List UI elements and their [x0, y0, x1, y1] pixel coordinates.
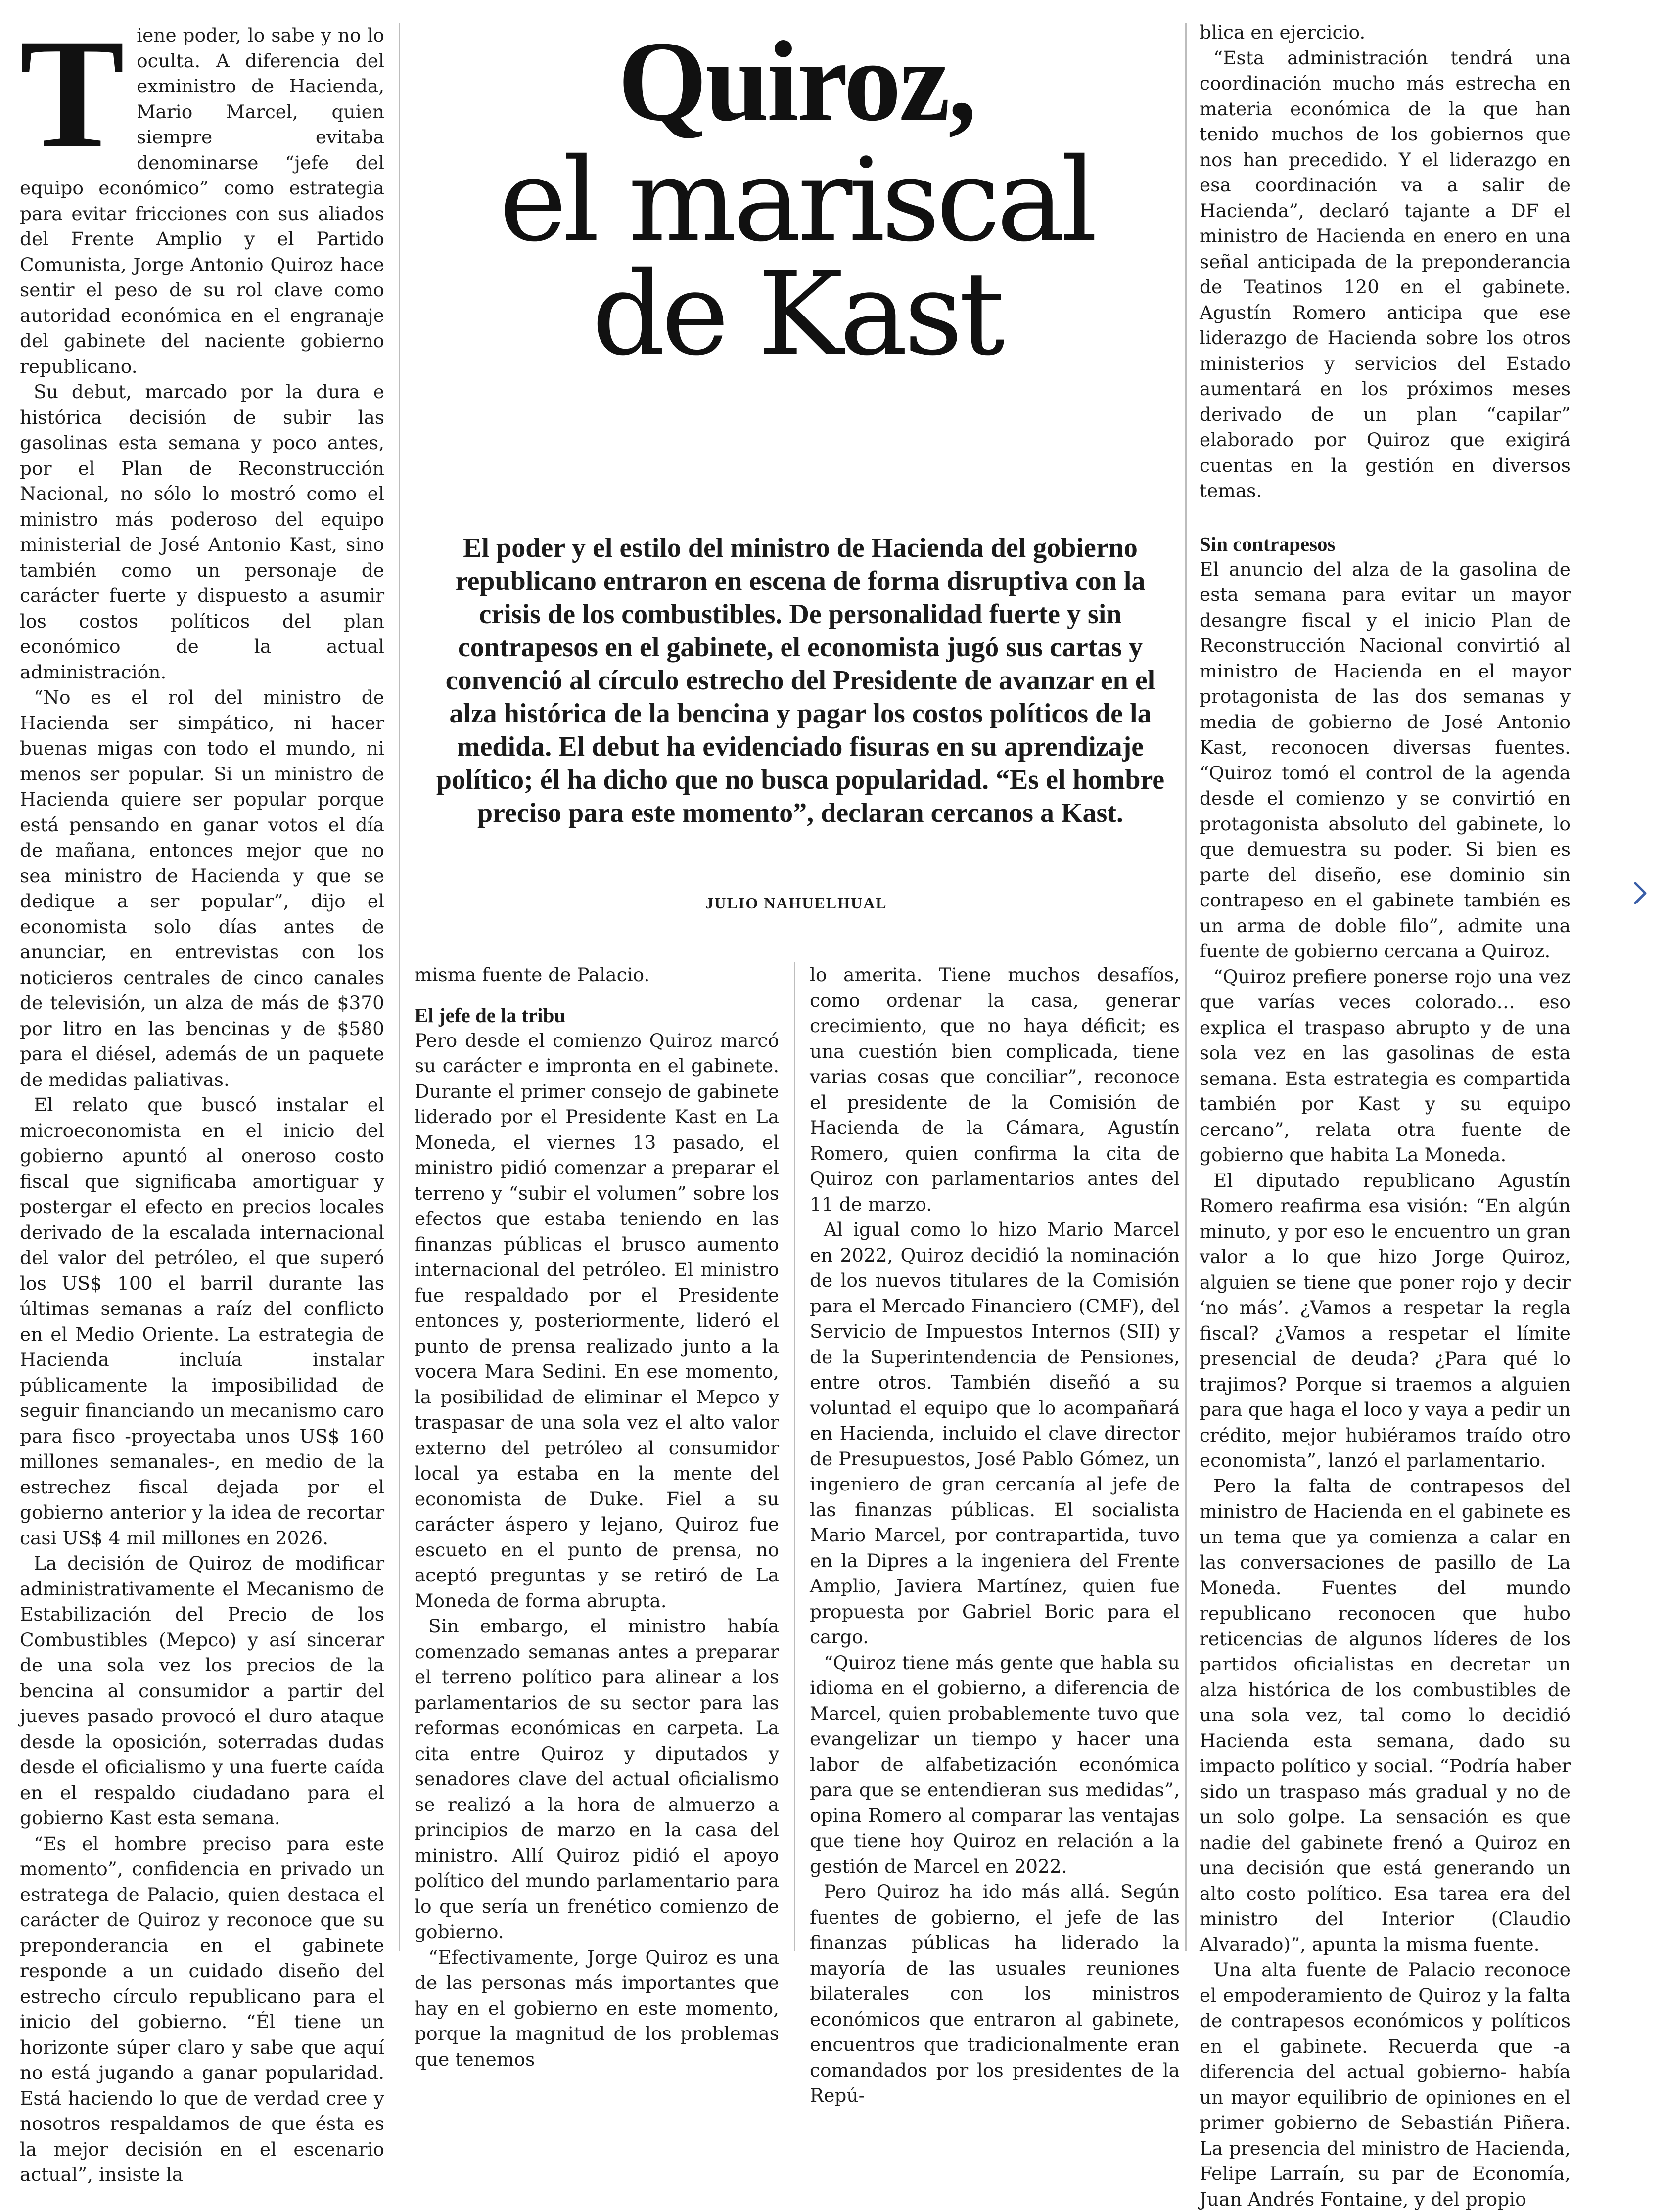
- headline: [425, 18, 1167, 381]
- paragraph: misma fuente de Palacio.: [415, 964, 650, 986]
- article-column-2: [415, 962, 779, 2070]
- paragraph-text: iene poder, lo sabe y no lo oculta. A diferencia del exministro de Hacienda, Mario Marcel, quien siempre evitaba denominarse “jefe del equipo económico” como estrategia para evitar fricciones con sus aliados del Frente Amplio y el Partido Comunista, Jorge Antonio Quiroz hace sentir el peso de su rol clave como autoridad económica en el engranaje del gabinete del naciente gobierno republicano.: [20, 24, 384, 377]
- paragraph: [20, 6, 384, 379]
- paragraph: “Quiroz prefiere ponerse rojo una vez que varías veces colorado… eso explica el traspaso abrupto y de una sola vez en las gasolinas de esta semana. Esta estrategia es compartida también por Kast y su equipo cercano”, relata otra fuente de gobierno que habita La Moneda.: [1200, 965, 1571, 1166]
- paragraph: “Efectivamente, Jorge Quiroz es una de las personas más importantes que hay en el gobierno en este momento, porque la magnitud de los problemas que tenemos: [415, 1946, 779, 2070]
- paragraph: Pero desde el comienzo Quiroz marcó su carácter e impronta en el gabinete. Durante el primer consejo de gabinete liderado por el Presidente Kast en La Moneda, el viernes 13 pasado, el ministro pidió comenzar a preparar el terreno y “subir el volumen” sobre los efectos que estaba teniendo en las finanzas públicas el brusco aumento internacional del petróleo. El ministro fue respaldado por el Presidente entonces y, posteriormente, lideró el punto de prensa realizado junto a la vocera Mara Sedini. En ese momento, la posibilidad de eliminar el Mepco y traspasar de una sola vez el alto valor externo del petróleo al consumidor local ya estaba en la mente del economista de Duke. Fiel a su carácter áspero y lejano, Quiroz fue escueto en el punto de prensa, no aceptó preguntas y se retiró de La Moneda de forma abrupta.: [415, 1029, 779, 1612]
- paragraph: “No es el rol del ministro de Hacienda ser simpático, ni hacer buenas migas con todo el mundo, ni menos ser popular. Si un ministro de Hacienda quiere ser popular porque está pensando en ganar votos el día de mañana, entonces mejor que no sea ministro de Hacienda y que se dedique a ser popular”, dijo el economista solo días antes de anunciar, en entrevistas con los noticieros centrales de cinco canales de televisión, un alza de más de $370 por litro en las bencinas y de $580 para el diésel, además de un paquete de medidas paliativas.: [20, 686, 384, 1090]
- article-column-3: [810, 962, 1180, 2106]
- paragraph: Sin embargo, el ministro había comenzado semanas antes a preparar el terreno político para alinear a los parlamentarios de su sector para las reformas económicas en carpeta. La cita entre Quiroz y diputados y senadores clave del actual oficialismo se realizó a la hora de almuerzo a principios de marzo en la casa del ministro. Allí Quiroz pidió el apoyo político del mundo parlamentario para lo que sería un frenético comienzo de gobierno.: [415, 1615, 779, 1942]
- column-divider: [794, 962, 795, 1951]
- byline: JULIO NAHUELHUAL: [705, 894, 887, 912]
- paragraph: blica en ejercicio.: [1200, 21, 1366, 43]
- paragraph: Al igual como lo hizo Mario Marcel en 2022, Quiroz decidió la nominación de los nuevos titulares de la Comisión para el Mercado Financiero (CMF), del Servicio de Impuestos Internos (SII) y de la Superintendencia de Pensiones, entre otros. También diseñó a su voluntad el equipo que lo acompañará en Hacienda, incluido el clave director de Presupuestos, José Pablo Gómez, un ingeniero de gran cercanía al jefe de las finanzas públicas. El socialista Mario Marcel, por contrapartida, tuvo en la Dipres a la ingeniera del Frente Amplio, Javiera Martínez, quien fue propuesta por Gabriel Boric para el cargo.: [810, 1219, 1180, 1648]
- paragraph: Pero la falta de contrapesos del ministro de Hacienda en el gabinete es un tema que ya comienza a calar en las conversaciones de pasillo de La Moneda. Fuentes del mundo republicano reconocen que hubo reticencias de algunos líderes de los partidos oficialistas en decretar un alza histórica de los combustibles de una sola vez, tal como lo decidió Hacienda esta semana, dado su impacto político y social. “Podría haber sido un traspaso más gradual y no de un solo golpe. La sensación es que nadie del gabinete frenó a Quiroz en una decisión que está generando un alto costo político. Esa tarea era del ministro del Interior (Claudio Alvarado)”, apunta la misma fuente.: [1200, 1475, 1571, 1955]
- subheading: Sin contrapesos: [1200, 532, 1336, 555]
- paragraph: Pero Quiroz ha ido más allá. Según fuentes de gobierno, el jefe de las finanzas públicas ha liderado la mayoría de las usuales reuniones bilaterales con los ministros económicos que entraron al gabinete, encuentros que tradicionalmente eran comandados por los presidentes de la Repú-: [810, 1881, 1180, 2106]
- headline-line-2: el mariscal: [499, 134, 1094, 267]
- column-divider: [1185, 23, 1187, 1951]
- paragraph: “Es el hombre preciso para este momento”, confidencia en privado un estratega de Palacio, quien destaca el carácter de Quiroz y reconoce que su preponderancia en el gabinete responde a un cuidado diseño del estrecho círculo republicano para el inicio del gobierno. “Él tiene un horizonte súper claro y sabe que aquí no está jugando a ganar popularidad. Está haciendo lo que de verdad cree y nosotros respaldamos de que ésta es la mejor decisión en el escenario actual”, insiste la: [20, 1832, 384, 2185]
- paragraph: “Esta administración tendrá una coordinación mucho más estrecha en materia económica de la que han tenido muchos de los gobiernos que nos han precedido. Y el liderazgo en esa coordinación va a salir de Hacienda”, declaró tajante a DF el ministro de Hacienda en enero en una señal anticipada de la preponderancia de Teatinos 120 en el gabinete. Agustín Romero anticipa que ese liderazgo de Hacienda sobre los otros ministerios y servicios del Estado aumentará en los próximos meses derivado de un plan “capilar” elaborado por Quiroz que exigirá cuentas en la gestión en diversos temas.: [1200, 46, 1571, 501]
- article-column-1: [20, 6, 384, 2185]
- column-divider: [399, 23, 400, 1951]
- paragraph: El relato que buscó instalar el microeconomista en el inicio del gobierno apuntó al oneroso costo fiscal que significaba amortiguar y postergar el efecto en precios locales derivado de la escalada internacional del valor del petróleo, el que superó los US$ 100 el barril durante las últimas semanas a raíz del conflicto en el Medio Oriente. La estrategia de Hacienda incluía instalar públicamente la imposibilidad de seguir financiando un mecanismo caro para fisco -proyectaba unos US$ 160 millones semanales-, en medio de la estrechez fiscal dejada por el gobierno anterior y la idea de recortar casi US$ 4 mil millones en 2026.: [20, 1094, 384, 1549]
- article-column-4: [1200, 20, 1571, 2210]
- paragraph: La decisión de Quiroz de modificar administrativamente el Mecanismo de Estabilización del Precio de los Combustibles (Mepco) y así sincerar de una sola vez los precios de la bencina al consumidor a partir del jueves pasado provocó el duro ataque desde la oposición, soterradas dudas desde el oficialismo y una fuerte caída en el respaldo ciudadano para el gobierno Kast esta semana.: [20, 1552, 384, 1829]
- paragraph: lo amerita. Tiene muchos desafíos, como ordenar la casa, generar crecimiento, que no haya déficit; es una cuestión bien complicada, tiene varias cosas que conciliar”, reconoce el presidente de la Comisión de Hacienda de la Cámara, Agustín Romero, quien confirma la cita de Quiroz con parlamentarios antes del 11 de marzo.: [810, 964, 1180, 1215]
- subheading: El jefe de la tribu: [415, 1003, 566, 1027]
- drop-cap: T: [20, 6, 125, 181]
- paragraph: El diputado republicano Agustín Romero reafirma esa visión: “En algún minuto, y por eso le encuentro un gran valor a lo que hizo Jorge Quiroz, alguien se tiene que poner rojo y decir ‘no más’. ¿Vamos a respetar la regla fiscal? ¿Vamos a respetar el límite presencial de deuda? ¿Para qué lo trajimos? Porque si traemos a alguien para que haga el loco y vaya a pedir un crédito, mejor hubiéramos traído otro economista”, lanzó el parlamentario.: [1200, 1169, 1571, 1471]
- paragraph: Su debut, marcado por la dura e histórica decisión de subir las gasolinas esta semana y poco antes, por el Plan de Reconstrucción Nacional, no sólo lo mostró como el ministro más poderoso del equipo ministerial de José Antonio Kast, sino también como un personaje de carácter fuerte y dispuesto a asumir los costos políticos del plan económico de la actual administración.: [20, 381, 384, 683]
- paragraph: “Quiroz tiene más gente que habla su idioma en el gobierno, a diferencia de Marcel, quien probablemente tuvo que evangelizar un tiempo y hacer una labor de alfabetización económica para que se entendieran sus medidas”, opina Romero al comparar las ventajas que tiene hoy Quiroz en relación a la gestión de Marcel en 2022.: [810, 1651, 1180, 1877]
- paragraph: El anuncio del alza de la gasolina de esta semana para evitar un mayor desangre fiscal y el inicio Plan de Reconstrucción Nacional convirtió al ministro de Hacienda en el mayor protagonista de las dos semanas y media de gobierno de José Antonio Kast, reconocen diversas fuentes. “Quiroz tomó el control de la agenda desde el comienzo y se convirtió en protagonista absoluto del gabinete, lo que demuestra su poder. Si bien es parte del diseño, ese dominio sin contrapeso en el gabinete también es un arma de doble filo”, admite una fuente de gobierno cercana a Quiroz.: [1200, 558, 1571, 962]
- article-lede: El poder y el estilo del ministro de Hacienda del gobierno republicano entraron en escena de forma disruptiva con la crisis de los combustibles. De personalidad fuerte y sin contrapesos en el gabinete, el economista jugó sus cartas y convenció al círculo estrecho del Presidente de avanzar en el alza histórica de la bencina y pagar los costos políticos de la medida. El debut ha evidenciado fisuras en su aprendizaje político; él ha dicho que no busca popularidad. “Es el hombre preciso para este momento”, declaran cercanos a Kast.: [436, 533, 1165, 828]
- headline-line-3: de Kast: [592, 247, 1001, 381]
- paragraph: Una alta fuente de Palacio reconoce el empoderamiento de Quiroz y la falta de contrapesos económicos y políticos en el gabinete. Recuerda que -a diferencia del actual gobierno- había un mayor equilibrio de opiniones en el primer gobierno de Sebastián Piñera. La presencia del ministro de Hacienda, Felipe Larraín, su par de Economía, Juan Andrés Fontaine, y del propio: [1200, 1959, 1571, 2210]
- headline-line-1: Quiroz,: [618, 18, 975, 145]
- chevron-right-icon: [1630, 878, 1650, 908]
- next-page-button[interactable]: [1630, 878, 1650, 908]
